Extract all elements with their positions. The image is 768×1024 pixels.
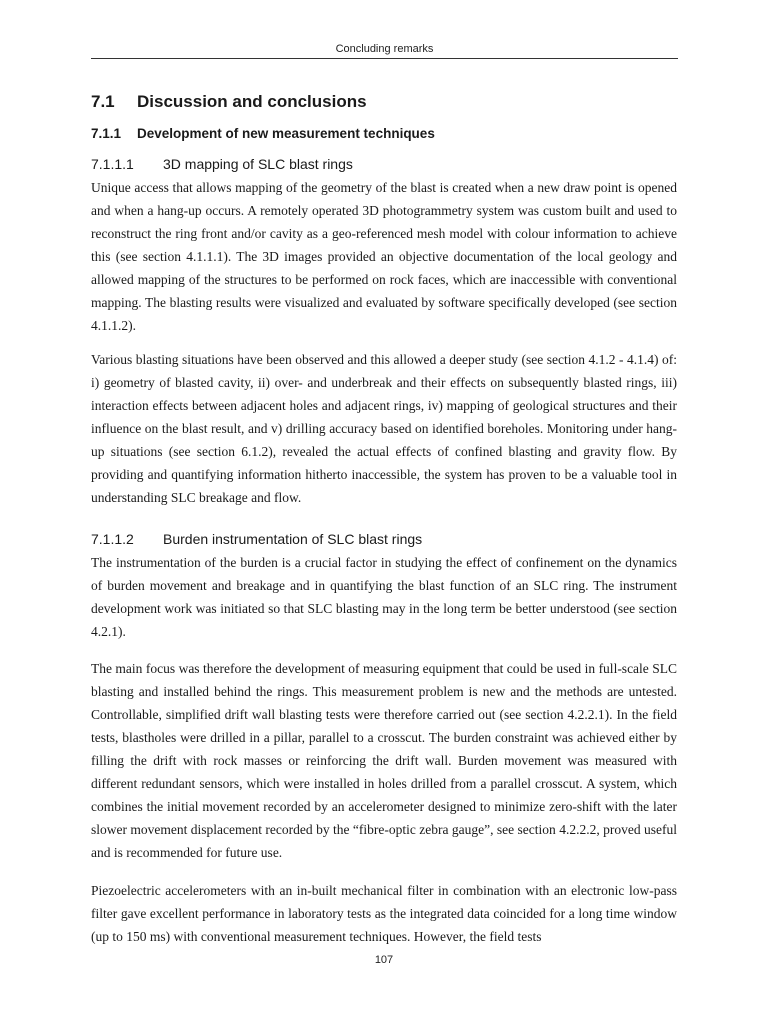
- paragraph: Various blasting situations have been observed and this allowed a deeper study (see section 4.1.2 - 4.1.4) of: i) geometry of blasted cavity, ii) over- and underbreak and their effects on subsequently blasted rings, iii) interaction effects between adjacent holes and adjacent rings, iv) mapping of geological structures and their influence on the blast result, and v) drilling accuracy based on identified boreholes. Monitoring under hang-up situations (see section 6.1.2), revealed the actual effects of confined blasting and gravity flow. By providing and quantifying information hitherto inaccessible, the system has proven to be a valuable tool in understanding SLC breakage and flow.: [91, 352, 677, 505]
- paragraph: The main focus was therefore the development of measuring equipment that could be used in full-scale SLC blasting and installed behind the rings. This measurement problem is new and the methods are untested. Controllable, simplified drift wall blasting tests were therefore carried out (see section 4.2.2.1). In the field tests, blastholes were drilled in a pillar, parallel to a crosscut. The burden constraint was achieved either by filling the drift with rock masses or reinforcing the drift wall. Burden movement was measured with different redundant sensors, which were installed in holes drilled from a parallel crosscut. A system, which combines the initial movement recorded by an accelerometer designed to minimize zero-shift with the later slower movement displacement recorded by the “fibre-optic zebra gauge”, see section 4.2.2.2, proved useful and is recommended for future use.: [91, 661, 677, 860]
- section-heading: [91, 92, 367, 112]
- section-number: 7.1: [91, 92, 115, 111]
- subsubsection-title: 3D mapping of SLC blast rings: [163, 156, 353, 172]
- subsection-title: Development of new measurement techniques: [137, 126, 435, 141]
- section-title: Discussion and conclusions: [137, 92, 367, 111]
- paragraph: Piezoelectric accelerometers with an in-built mechanical filter in combination with an electronic low-pass filter gave excellent performance in laboratory tests as the integrated data coincided for a long time window (up to 150 ms) with conventional measurement techniques. However, the field tests: [91, 883, 677, 944]
- subsection-heading: [91, 126, 435, 141]
- paragraph: Unique access that allows mapping of the geometry of the blast is created when a new draw point is opened and when a hang-up occurs. A remotely operated 3D photogrammetry system was custom built and used to reconstruct the ring front and/or cavity as a geo-referenced mesh model with colour information to achieve this (see section 4.1.1.1). The 3D images provided an objective documentation of the local geology and allowed mapping of the structures to be performed on rock faces, which are inaccessible with conventional mapping. The blasting results were visualized and evaluated by software specifically developed (see section 4.1.1.2).: [91, 180, 677, 333]
- header-rule: [91, 58, 678, 59]
- page-number: 107: [374, 954, 394, 966]
- subsubsection-heading-2: [91, 531, 422, 547]
- running-header: Concluding remarks: [335, 43, 434, 55]
- subsubsection-heading-1: [91, 156, 353, 172]
- paragraph: The instrumentation of the burden is a crucial factor in studying the effect of confinement on the dynamics of burden movement and breakage and in quantifying the blast function of an SLC ring. The instrument development work was initiated so that SLC blasting may in the long term be better understood (see section 4.2.1).: [91, 555, 677, 639]
- subsubsection-number: 7.1.1.1: [91, 156, 134, 172]
- subsubsection-number: 7.1.1.2: [91, 531, 134, 547]
- subsection-number: 7.1.1: [91, 126, 122, 141]
- subsubsection-title: Burden instrumentation of SLC blast rings: [163, 531, 423, 547]
